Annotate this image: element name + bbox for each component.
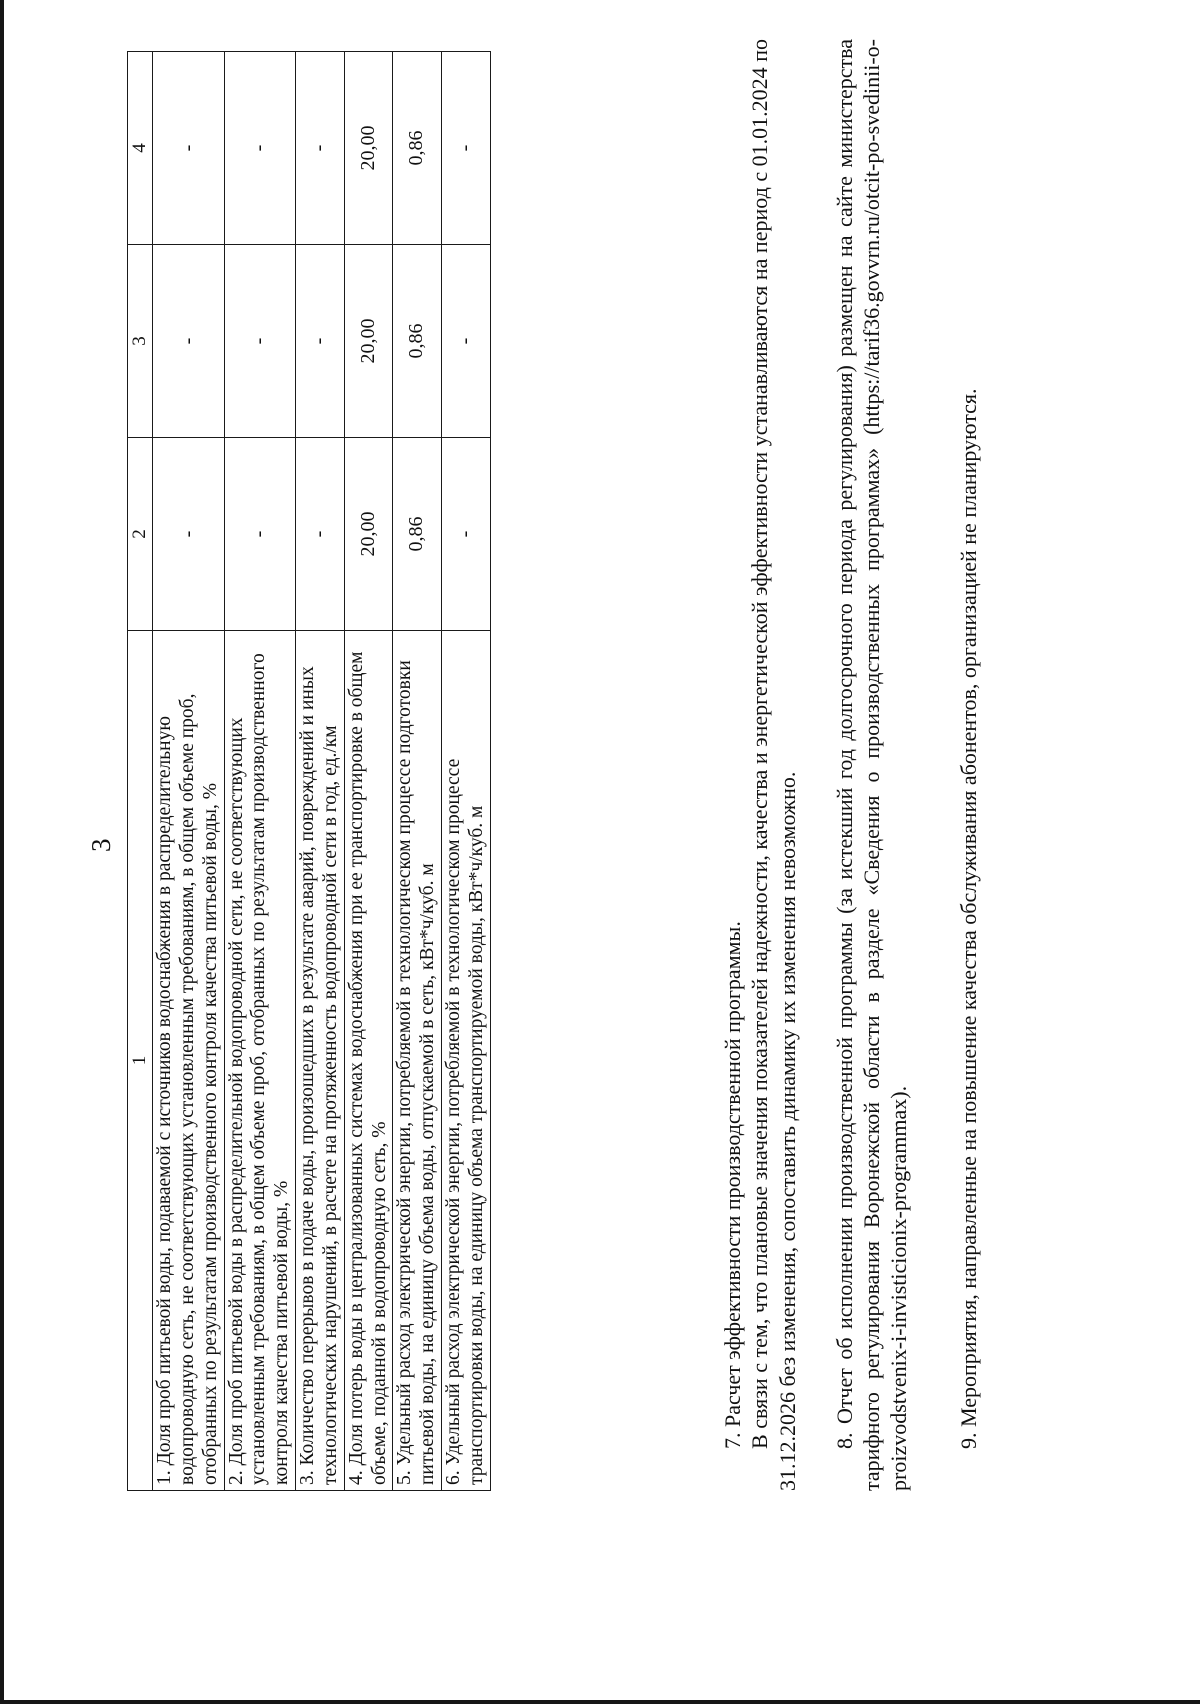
table-row bbox=[344, 52, 393, 1491]
value-cell: 20,00 bbox=[344, 245, 393, 438]
value-cell: - bbox=[224, 245, 295, 438]
value-cell: - bbox=[296, 245, 345, 438]
table-row bbox=[296, 52, 345, 1491]
page-number: 3 bbox=[86, 838, 116, 852]
indicator-cell: 3. Количество перерывов в подаче воды, произошедших в результате аварий, повреждений и иных технологических нарушений, в расчете на протяженность водопроводной сети в год, ед./км bbox=[296, 631, 345, 1491]
value-cell: 0,86 bbox=[393, 245, 442, 438]
value-cell: 20,00 bbox=[344, 438, 393, 631]
value-cell: - bbox=[441, 438, 490, 631]
value-cell: - bbox=[441, 52, 490, 245]
value-cell: - bbox=[296, 52, 345, 245]
value-cell: - bbox=[224, 52, 295, 245]
indicators-table bbox=[127, 51, 491, 1491]
table-row bbox=[441, 52, 490, 1491]
value-cell: - bbox=[224, 438, 295, 631]
section-7-text: В связи с тем, что плановые значения показателей надежности, качества и энергетической эффективности устанавливаются на период с 01.01.2024 по 31.12.2026 без изменения, сопоставить динамику их изменения невозможно. bbox=[747, 39, 800, 1491]
table-header-row bbox=[128, 52, 153, 1491]
indicator-cell: 4. Доля потерь воды в централизованных системах водоснабжения при ее транспортировке в общем объеме, поданной в водопроводную сеть, % bbox=[344, 631, 393, 1491]
indicator-cell: 1. Доля проб питьевой воды, подаваемой с источников водоснабжения в распределительную водопроводную сеть, не соответствующих установленным требованиям, в общем объеме проб, отобранных по результатам производственного контроля качества питьевой воды, % bbox=[153, 631, 224, 1491]
header-col-1: 1 bbox=[128, 631, 153, 1491]
table-row bbox=[224, 52, 295, 1491]
rotated-content bbox=[4, 0, 1200, 1704]
header-col-4: 4 bbox=[128, 52, 153, 245]
header-col-2: 2 bbox=[128, 438, 153, 631]
section-9-text: 9. Мероприятия, направленные на повышение качества обслуживания абонентов, организацией не планируются. bbox=[955, 388, 981, 1449]
value-cell: 20,00 bbox=[344, 52, 393, 245]
value-cell: 0,86 bbox=[393, 438, 442, 631]
section-7-title: 7. Расчет эффективности производственной программы. bbox=[720, 921, 745, 1449]
header-col-3: 3 bbox=[128, 245, 153, 438]
section-8-text: 8. Отчет об исполнении производственной программы (за истекший год долгосрочного периода регулирования) размещен на сайте министерства тарифного регулирования Воронежской области в разделе «Сведения о производственных программах» (https://tarif36.govvrn.ru/otcit-po-svedinii-o-proizvodstvenix-i-invisticionix-programmax). bbox=[831, 39, 912, 1491]
indicator-cell: 5. Удельный расход электрической энергии, потребляемой в технологическом процессе подготовки питьевой воды, на единицу объема воды, отпускаемой в сеть, кВт*ч/куб. м bbox=[393, 631, 442, 1491]
table-row bbox=[393, 52, 442, 1491]
value-cell: 0,86 bbox=[393, 52, 442, 245]
value-cell: - bbox=[441, 245, 490, 438]
value-cell: - bbox=[153, 52, 224, 245]
indicator-cell: 2. Доля проб питьевой воды в распределительной водопроводной сети, не соответствующих установленным требованиям, в общем объеме проб, отобранных по результатам производственного контроля качества питьевой воды, % bbox=[224, 631, 295, 1491]
value-cell: - bbox=[153, 245, 224, 438]
body-text bbox=[719, 39, 982, 1491]
value-cell: - bbox=[296, 438, 345, 631]
indicator-cell: 6. Удельный расход электрической энергии, потребляемой в технологическом процессе транспортировки воды, на единицу объема транспортируемой воды, кВт*ч/куб. м bbox=[441, 631, 490, 1491]
value-cell: - bbox=[153, 438, 224, 631]
table-row bbox=[153, 52, 224, 1491]
